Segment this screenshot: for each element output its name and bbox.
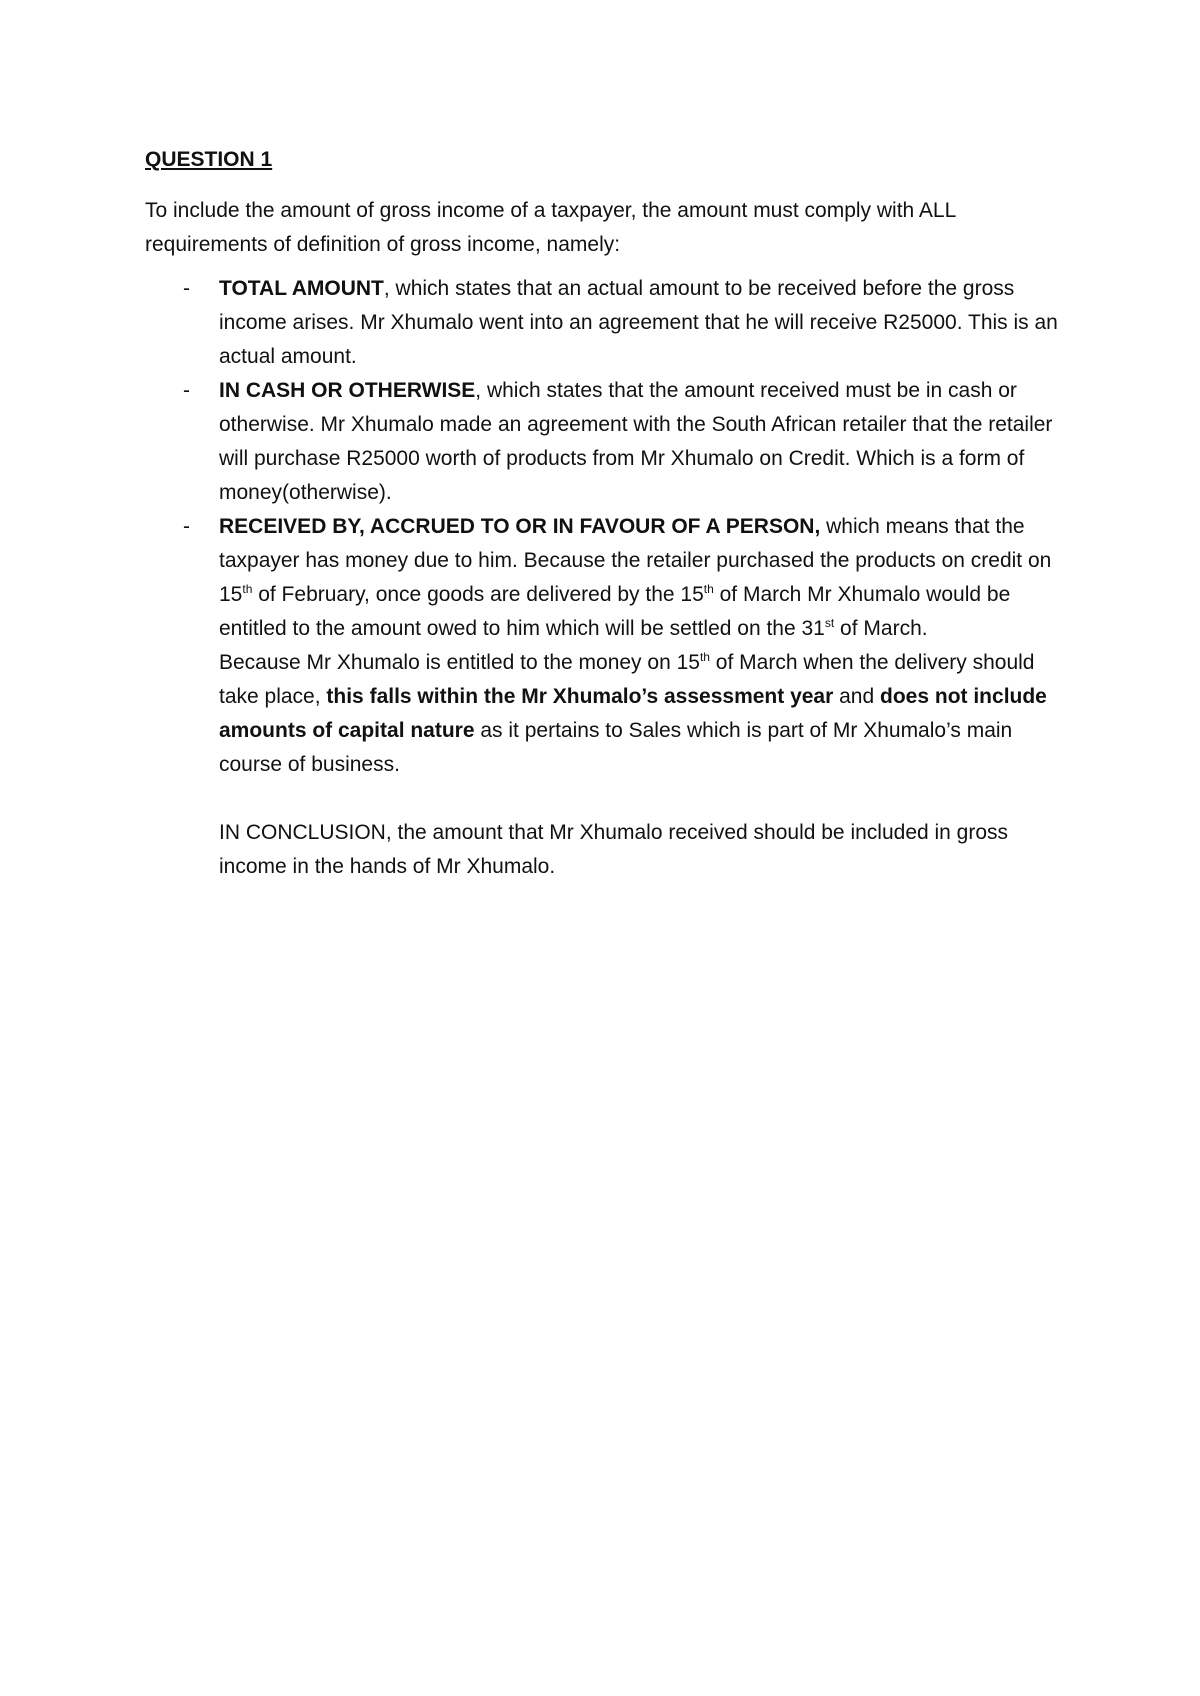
followup-bold-capital-nature: does not include amounts of capital nature xyxy=(219,685,1047,742)
followup-part-2: of March when the delivery should take place, xyxy=(219,651,1035,708)
paragraph-spacer xyxy=(145,782,1065,816)
term-in-cash-or-otherwise: IN CASH OR OTHERWISE xyxy=(219,379,476,402)
followup-part-4: as it pertains to Sales which is part of Mr Xhumalo’s main course of business. xyxy=(219,719,1013,776)
followup-bold-assessment-year: this falls within the Mr Xhumalo’s assessment year xyxy=(326,685,834,708)
followup-part-1: Because Mr Xhumalo is entitled to the money on 15 xyxy=(219,651,700,674)
ordinal-suffix: st xyxy=(824,616,835,630)
requirements-list xyxy=(145,272,1065,646)
list-dash: - xyxy=(183,277,190,300)
followup-part-3: and xyxy=(833,685,881,708)
intro-paragraph: To include the amount of gross income of a taxpayer, the amount must comply with ALL requirements of definition of gross income, namely: xyxy=(145,199,956,256)
ordinal-suffix: th xyxy=(699,650,710,664)
conclusion-paragraph: IN CONCLUSION, the amount that Mr Xhumalo received should be included in gross income in the hands of Mr Xhumalo. xyxy=(219,821,1009,878)
list-item-total-amount xyxy=(145,272,1065,374)
list-item-received-by xyxy=(145,510,1065,646)
explanation-in-cash-or-otherwise: , which states that the amount received must be in cash or otherwise. Mr Xhumalo made an agreement with the South African retailer that the retailer will purchase R25000 worth of products from Mr Xhumalo on Credit. Which is a form of money(otherwise). xyxy=(219,379,1053,504)
followup-paragraph xyxy=(145,646,1065,782)
question-heading: QUESTION 1 xyxy=(145,148,273,171)
list-item-in-cash-or-otherwise xyxy=(145,374,1065,510)
explanation-total-amount: , which states that an actual amount to be received before the gross income arises. Mr Xhumalo went into an agreement that he will receive R25000. This is an actual amount. xyxy=(219,277,1058,368)
explanation-received-by-part-4: of March. xyxy=(834,617,928,640)
ordinal-suffix: th xyxy=(703,582,714,596)
list-dash: - xyxy=(183,379,190,402)
document-body xyxy=(145,143,1065,884)
term-received-by: RECEIVED BY, ACCRUED TO OR IN FAVOUR OF A PERSON, xyxy=(219,515,821,538)
explanation-received-by-part-1: which means that the taxpayer has money due to him. Because the retailer purchased the products on credit on 15 xyxy=(219,515,1052,606)
ordinal-suffix: th xyxy=(242,582,253,596)
term-total-amount: TOTAL AMOUNT xyxy=(219,277,384,300)
explanation-received-by-part-2: of February, once goods are delivered by the 15 xyxy=(252,583,704,606)
explanation-received-by-part-3: of March Mr Xhumalo would be entitled to the amount owed to him which will be settled on the 31 xyxy=(219,583,1011,640)
list-dash: - xyxy=(183,515,190,538)
